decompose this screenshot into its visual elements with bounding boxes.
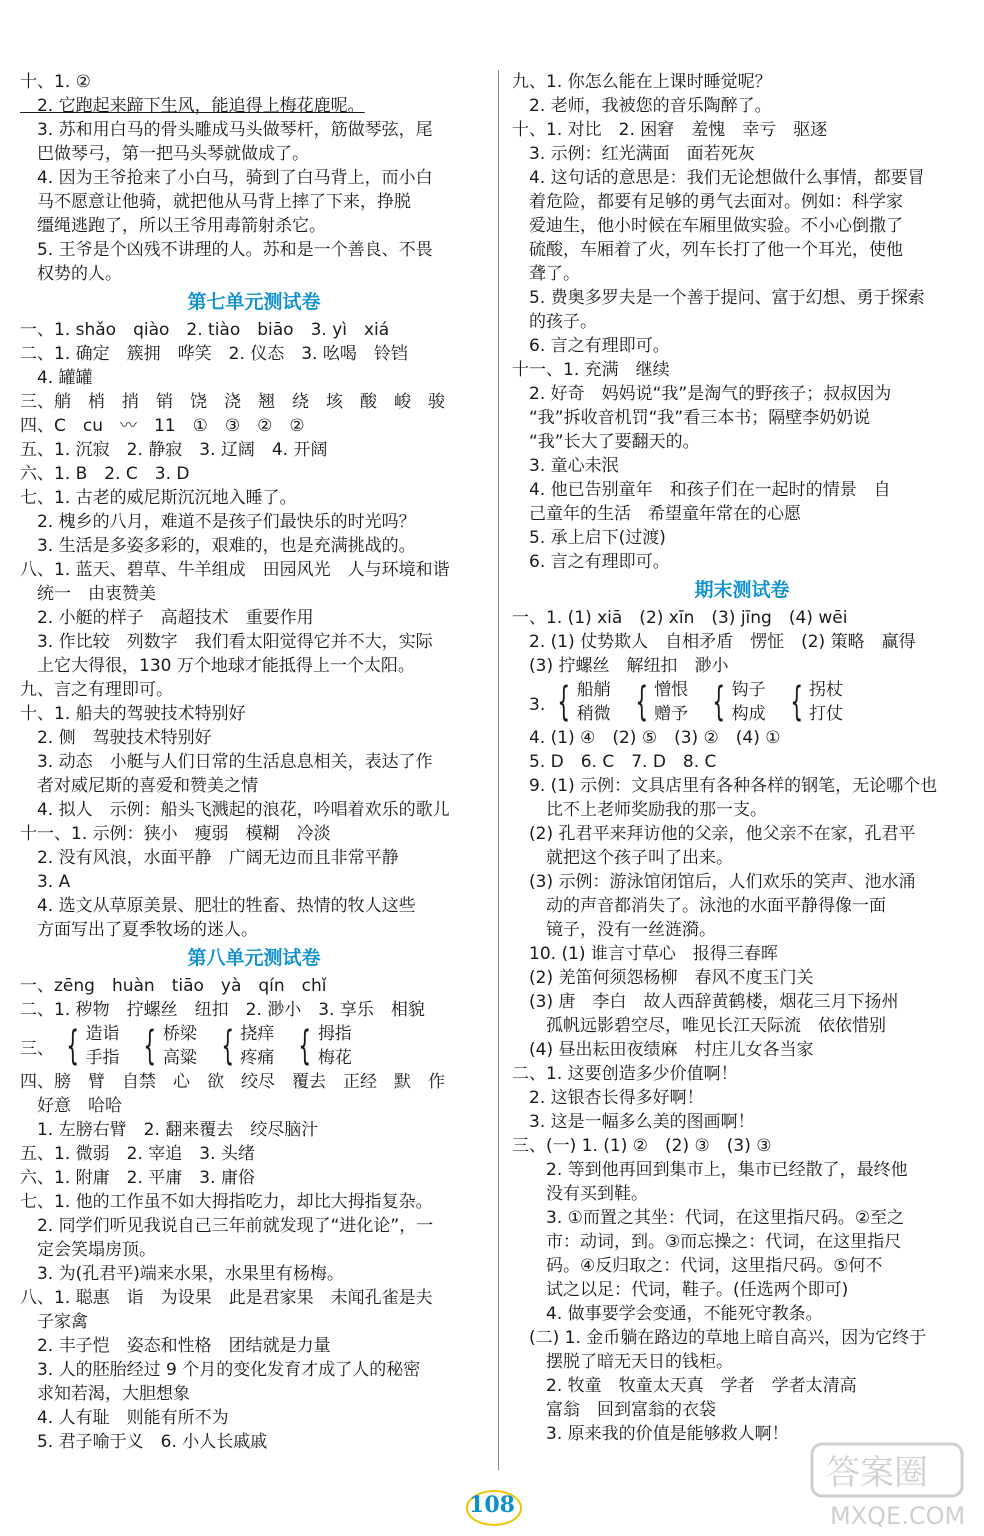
- svg-text:MXQE.COM: MXQE.COM: [830, 1502, 966, 1530]
- answer-line: 试之以足：代词，鞋子。(任选两个即可): [512, 1280, 849, 1300]
- answer-line: 十、1. ②: [20, 72, 91, 92]
- answer-line: 5. 费奥多罗夫是一个善于提问、富于幻想、勇于探索: [512, 288, 925, 308]
- word-pair-group: [551, 678, 610, 726]
- answer-line: 3. 童心未泯: [512, 456, 619, 476]
- word-pair-item: 梅花: [317, 1048, 352, 1068]
- answer-line: 上它大得很，130 万个地球才能抵得上一个太阳。: [20, 656, 415, 676]
- answer-line: 孤帆远影碧空尽，唯见长江天际流 依依惜别: [512, 1016, 886, 1036]
- answer-line: 十一、1. 充满 继续: [512, 360, 670, 380]
- answer-line: 硫酸，车厢着了火，列车长打了他一个耳光，使他: [512, 240, 903, 260]
- answer-line: 3. 苏和用白马的骨头雕成马头做琴杆，筋做琴弦，尾: [20, 120, 433, 140]
- answer-line: 缰绳逃跑了，所以王爷用毒箭射杀它。: [20, 216, 326, 236]
- brace-glyph: {: [635, 679, 648, 725]
- answer-line: 九、言之有理即可。: [20, 680, 173, 700]
- section-heading: 第八单元测试卷: [187, 947, 321, 969]
- question-number: 3.: [512, 694, 546, 715]
- answer-line: 十一、1. 示例：狭小 瘦弱 模糊 冷淡: [20, 824, 331, 844]
- answer-line: (2) 羌笛何须怨杨柳 春风不度玉门关: [512, 968, 814, 988]
- word-pair-item: 构成: [731, 704, 766, 724]
- answer-line: 2. 牧童 牧童太天真 学者 学者太清高: [512, 1376, 857, 1396]
- word-pair-item: 船艄: [576, 680, 611, 700]
- answer-line: (3) 唐 李白 故人西辞黄鹤楼，烟花三月下扬州: [512, 992, 899, 1012]
- answer-line: 四、膀 臂 自禁 心 欲 绞尽 覆去 正经 默 作: [20, 1072, 445, 1092]
- answer-line: 比不上老师奖励我的那一支。: [512, 800, 767, 820]
- answer-line: 的孩子。: [512, 312, 597, 332]
- answer-line: 4. (1) ④ (2) ⑤ (3) ② (4) ①: [512, 728, 781, 748]
- answer-line: 5. 承上启下(过渡): [512, 528, 666, 548]
- word-pair-group: [292, 1022, 351, 1070]
- left-answer-column: [20, 70, 488, 1454]
- page-number: 108: [462, 1492, 522, 1522]
- answer-line: 4. 因为王爷抢来了小白马，骑到了白马背上，而小白: [20, 168, 433, 188]
- answer-line: 2. 同学们听见我说自己三年前就发现了“进化论”，一: [20, 1216, 434, 1236]
- word-pair-item: 赠予: [654, 704, 689, 724]
- answer-line: 2. 好奇 妈妈说“我”是淘气的野孩子；叔叔因为: [512, 384, 892, 404]
- word-pair-item: 挠痒: [240, 1024, 275, 1044]
- section-heading: 第七单元测试卷: [187, 291, 321, 313]
- answer-line: 二、1. 秽物 拧螺丝 纽扣 2. 渺小 3. 享乐 相貌: [20, 1000, 425, 1020]
- answer-line: 一、1. (1) xiā (2) xīn (3) jīng (4) wēi: [512, 608, 848, 628]
- word-pair-group: [60, 1022, 119, 1070]
- answer-line: 10. (1) 谁言寸草心 报得三春晖: [512, 944, 778, 964]
- answer-line: 七、1. 他的工作虽不如大拇指吃力，却比大拇指复杂。: [20, 1192, 433, 1212]
- answer-line: 1. 左膀右臂 2. 翻来覆去 绞尽脑汁: [20, 1120, 319, 1140]
- answer-line: 2. 侧 驾驶技术特别好: [20, 728, 212, 748]
- section-heading: 期末测试卷: [694, 579, 790, 601]
- answer-line: 一、zēng huàn tiāo yà qín chǐ: [20, 976, 327, 996]
- brace-glyph: {: [712, 679, 726, 725]
- answer-line: 三、(一) 1. (1) ② (2) ③ (3) ③: [512, 1136, 772, 1156]
- answer-line: 求知若渴，大胆想象: [20, 1384, 190, 1404]
- answer-line: 5. 君子喻于义 6. 小人长戚戚: [20, 1432, 268, 1452]
- answer-line: 二、1. 这要创造多少价值啊！: [512, 1064, 738, 1084]
- answer-line: 七、1. 古老的威尼斯沉沉地入睡了。: [20, 488, 297, 508]
- word-pair-item: 疼痛: [240, 1048, 275, 1068]
- answer-line: 6. 言之有理即可。: [512, 336, 670, 356]
- answer-line: 五、1. 微弱 2. 宰追 3. 头绪: [20, 1144, 255, 1164]
- word-pair-group: [215, 1022, 274, 1070]
- answer-line: 4. 这句话的意思是：我们无论想做什么事情，都要冒: [512, 168, 925, 188]
- answer-line: 好意 哈哈: [20, 1096, 122, 1116]
- answer-line: 5. D 6. C 7. D 8. C: [512, 752, 717, 772]
- answer-line: 5. 王爷是个凶残不讲理的人。苏和是一个善良、不畏: [20, 240, 433, 260]
- answer-line: 4. 做事要学会变通，不能死守教条。: [512, 1304, 823, 1324]
- answer-line: (二) 1. 金币躺在路边的草地上暗自高兴，因为它终于: [512, 1328, 927, 1348]
- answer-line: 九、1. 你怎么能在上课时睡觉呢？: [512, 72, 772, 92]
- answer-line: 定会笑塌房顶。: [20, 1240, 156, 1260]
- answer-line: 巴做琴弓，第一把马头琴就做成了。: [20, 144, 309, 164]
- word-pair-item: 拐杖: [809, 680, 844, 700]
- answer-line: 己童年的生活 希望童年常在的心愿: [512, 504, 801, 524]
- answer-line: 镜子，没有一丝涟漪。: [512, 920, 716, 940]
- answer-line: 2. 丰子恺 姿态和性格 团结就是力量: [20, 1336, 331, 1356]
- svg-text:答案圈: 答案圈: [826, 1453, 928, 1493]
- word-pair-item: 拇指: [317, 1024, 352, 1044]
- answer-line: 2. 它跑起来蹄下生风，能追得上梅花鹿呢。: [20, 96, 365, 116]
- answer-line: 3. 这是一幅多么美的图画啊！: [512, 1112, 755, 1132]
- answer-line: 爱迪生，他小时候在车厢里做实验。不小心倒撒了: [512, 216, 903, 236]
- answer-line: 方面写出了夏季牧场的迷人。: [20, 920, 258, 940]
- word-pair-item: 桥梁: [162, 1024, 197, 1044]
- word-pair-item: 手指: [85, 1048, 120, 1068]
- answer-line: 没有买到鞋。: [512, 1184, 648, 1204]
- watermark-logo: [810, 1440, 980, 1530]
- brace-glyph: {: [143, 1023, 157, 1069]
- column-divider: [498, 70, 499, 1470]
- bracket-answer-row: [20, 1022, 488, 1070]
- answer-line: 3. 动态 小艇与人们日常的生活息息相关，表达了作: [20, 752, 433, 772]
- answer-line: 就把这个孩子叫了出来。: [512, 848, 733, 868]
- brace-glyph: {: [221, 1023, 234, 1069]
- brace-glyph: {: [298, 1023, 312, 1069]
- word-pair-group: [629, 678, 688, 726]
- answer-line: 3. ①而置之其坐：代词，在这里指尺码。②至之: [512, 1208, 905, 1228]
- answer-line: 码。④反归取之：代词，这里指尺码。⑤何不: [512, 1256, 883, 1276]
- answer-line: 4. 人有耻 则能有所不为: [20, 1408, 229, 1428]
- word-pair-item: 高粱: [162, 1048, 197, 1068]
- answer-line: 八、1. 蓝天、碧草、牛羊组成 田园风光 人与环境和谐: [20, 560, 450, 580]
- answer-line: (3) 示例：游泳馆闭馆后，人们欢乐的笑声、池水涌: [512, 872, 916, 892]
- answer-line: (2) 孔君平来拜访他的父亲，他父亲不在家，孔君平: [512, 824, 916, 844]
- question-number: 三、: [20, 1038, 54, 1059]
- answer-line: 二、1. 确定 簇拥 哗笑 2. 仪态 3. 吆喝 铃铛: [20, 344, 408, 364]
- answer-line: 9. (1) 示例：文具店里有各种各样的钢笔，无论哪个也: [512, 776, 938, 796]
- answer-line: 3. 为(孔君平)端来水果，水果里有杨梅。: [20, 1264, 344, 1284]
- answer-line: 2. (1) 仗势欺人 自相矛盾 愣怔 (2) 策略 赢得: [512, 632, 916, 652]
- answer-line: 2. 这银杏长得多好啊！: [512, 1088, 704, 1108]
- answer-line: 八、1. 聪惠 诣 为设果 此是君家果 未闻孔雀是夫: [20, 1288, 433, 1308]
- answer-line: 2. 老师，我被您的音乐陶醉了。: [512, 96, 772, 116]
- answer-line: 3. 原来我的价值是能够救人啊！: [512, 1424, 789, 1444]
- answer-line: 摆脱了暗无天日的钱柜。: [512, 1352, 733, 1372]
- answer-line: 着危险，都要有足够的勇气去面对。例如：科学家: [512, 192, 903, 212]
- word-pair-item: 钩子: [731, 680, 766, 700]
- answer-line: 4. 他已告别童年 和孩子们在一起时的情景 自: [512, 480, 891, 500]
- answer-line: “我”长大了要翻天的。: [512, 432, 700, 452]
- answer-line: 3. 生活是多姿多彩的，艰难的，也是充满挑战的。: [20, 536, 416, 556]
- answer-line: 市：动词，到。③而忘操之：代词，在这里指尺: [512, 1232, 902, 1252]
- answer-line: 3. 作比较 列数字 我们看太阳觉得它并不大，实际: [20, 632, 433, 652]
- brace-glyph: {: [789, 679, 803, 725]
- word-pair-item: 憎恨: [654, 680, 689, 700]
- answer-line: 6. 言之有理即可。: [512, 552, 670, 572]
- answer-line: 4. 选文从草原美景、肥壮的牲畜、热情的牧人这些: [20, 896, 416, 916]
- answer-line: 4. 拟人 示例：船头飞溅起的浪花，吟唱着欢乐的歌儿: [20, 800, 450, 820]
- answer-line: 权势的人。: [20, 264, 122, 284]
- answer-line: 动的声音都消失了。泳池的水面平静得像一面: [512, 896, 886, 916]
- right-answer-column: [512, 70, 972, 1446]
- answer-line: 聋了。: [512, 264, 580, 284]
- answer-line: 2. 等到他再回到集市上，集市已经散了，最终他: [512, 1160, 908, 1180]
- bracket-answer-row: [512, 678, 972, 726]
- brace-glyph: {: [66, 1023, 80, 1069]
- word-pair-group: [706, 678, 765, 726]
- answer-line: (3) 拧螺丝 解纽扣 渺小: [512, 656, 729, 676]
- answer-line: 三、艄 梢 捎 销 饶 浇 翘 绕 垓 酸 峻 骏: [20, 392, 445, 412]
- answer-line: 3. A: [20, 872, 71, 892]
- answer-line: 十、1. 船夫的驾驶技术特别好: [20, 704, 246, 724]
- answer-line: 富翁 回到富翁的衣袋: [512, 1400, 716, 1420]
- brace-glyph: {: [557, 679, 571, 725]
- word-pair-group: [784, 678, 843, 726]
- answer-line: 2. 小艇的样子 高超技术 重要作用: [20, 608, 314, 628]
- answer-line: 一、1. shǎo qiào 2. tiào biāo 3. yì xiá: [20, 320, 390, 340]
- word-pair-item: 稍微: [576, 704, 611, 724]
- answer-line: 者对威尼斯的喜爱和赞美之情: [20, 776, 258, 796]
- answer-line: “我”拆收音机罚“我”看三本书；隔壁李奶奶说: [512, 408, 871, 428]
- answer-line: 马不愿意让他骑，就把他从马背上摔了下来，挣脱: [20, 192, 411, 212]
- answer-line: 2. 槐乡的八月，难道不是孩子们最快乐的时光吗？: [20, 512, 416, 532]
- answer-line: 六、1. B 2. C 3. D: [20, 464, 190, 484]
- word-pair-item: 打仗: [809, 704, 844, 724]
- answer-line: 4. 罐罐: [20, 368, 93, 388]
- answer-line: 五、1. 沉寂 2. 静寂 3. 辽阔 4. 开阔: [20, 440, 328, 460]
- word-pair-item: 造诣: [85, 1024, 120, 1044]
- answer-line: 子家禽: [20, 1312, 88, 1332]
- answer-line: 六、1. 附庸 2. 平庸 3. 庸俗: [20, 1168, 255, 1188]
- answer-line: 四、C cu 〰 11 ① ③ ② ②: [20, 416, 305, 436]
- answer-line: 统一 由衷赞美: [20, 584, 156, 604]
- answer-line: 2. 没有风浪，水面平静 广阔无边而且非常平静: [20, 848, 399, 868]
- answer-line: (4) 昼出耘田夜绩麻 村庄儿女各当家: [512, 1040, 814, 1060]
- answer-line: 十、1. 对比 2. 困窘 羞愧 幸亏 驱逐: [512, 120, 828, 140]
- answer-line: 3. 人的胚胎经过 9 个月的变化发育才成了人的秘密: [20, 1360, 421, 1380]
- word-pair-group: [137, 1022, 196, 1070]
- answer-line: 3. 示例：红光满面 面若死灰: [512, 144, 755, 164]
